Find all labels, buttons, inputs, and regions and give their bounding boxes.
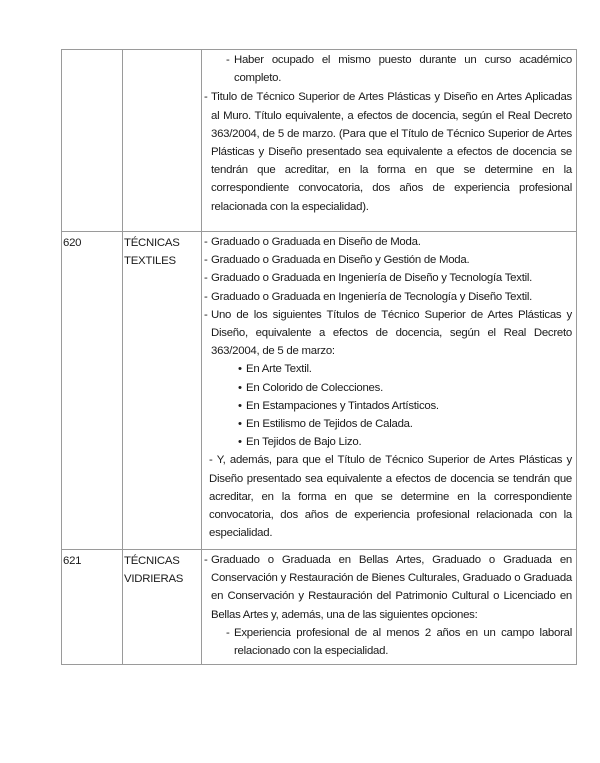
requirement-text: Graduado o Graduada en Ingeniería de Tecnología y Diseño Textil. (211, 290, 533, 303)
requirements-cell (202, 550, 577, 665)
bullet-item (204, 415, 572, 433)
requirement-item (204, 269, 572, 287)
requirement-text: Graduado o Graduada en Bellas Artes, Graduado o Graduada en Conservación y Restauración de Bienes Culturales, Graduado o Graduada en Conservación y Restauración del Patrimonio Cultural o Licenciado en Bellas Artes y, además, una de las siguientes opciones: (211, 554, 572, 621)
requirement-item (204, 551, 572, 624)
bullet-item (204, 433, 572, 451)
dash-marker: - (226, 626, 230, 639)
requirements-cell (202, 50, 577, 232)
specialty-name-cell (123, 550, 202, 665)
specialty-code-cell: 620 (62, 232, 123, 550)
requirement-text: Graduado o Graduada en Ingeniería de Diseño y Tecnología Textil. (211, 272, 533, 285)
specialty-name-line: TEXTILES (124, 255, 176, 268)
requirement-item (204, 306, 572, 361)
specialty-requirements-table (61, 49, 577, 665)
bullet-marker: • (238, 436, 242, 449)
bullet-text: En Tejidos de Bajo Lizo. (246, 436, 362, 449)
bullet-marker: • (238, 363, 242, 376)
requirement-subitem (204, 51, 572, 87)
dash-marker: - (204, 308, 208, 321)
specialty-name-line: TÉCNICAS (124, 555, 180, 567)
bullet-text: En Colorido de Colecciones. (246, 381, 383, 394)
dash-marker: - (204, 290, 208, 303)
bullet-text: En Estampaciones y Tintados Artísticos. (246, 399, 439, 412)
requirement-text: Graduado o Graduada en Diseño de Moda. (211, 236, 421, 248)
requirement-text: Haber ocupado el mismo puesto durante un curso académico completo. (234, 54, 572, 85)
bullet-marker: • (238, 418, 242, 431)
dash-marker: - (204, 91, 208, 104)
dash-marker: - (204, 272, 208, 285)
bullet-item (204, 397, 572, 415)
table-row (62, 50, 577, 232)
table-row (62, 550, 577, 665)
bullet-item (204, 379, 572, 397)
requirements-cell (202, 232, 577, 550)
specialty-code-cell: 621 (62, 550, 123, 665)
dash-marker: - (204, 254, 208, 267)
bullet-marker: • (238, 381, 242, 394)
requirement-text: Graduado o Graduada en Diseño y Gestión de Moda. (211, 254, 470, 267)
requirement-item (204, 88, 572, 215)
requirement-subitem (204, 624, 572, 660)
specialty-name-cell (123, 232, 202, 550)
closing-paragraph: - Y, además, para que el Título de Técnico Superior de Artes Plásticas y Diseño presentado sea equivalente a efectos de docencia se tendrán que acreditar, en la forma en que se determine en la correspondiente convocatoria, dos años de experiencia profesional relacionada con la especialidad. (209, 454, 572, 540)
requirement-item (204, 251, 572, 269)
specialty-name-line: VIDRIERAS (124, 573, 184, 586)
specialty-name-line: TÉCNICAS (124, 237, 180, 249)
dash-marker: - (226, 54, 230, 66)
bullet-text: En Arte Textil. (246, 363, 312, 376)
requirement-item (204, 233, 572, 251)
requirement-item (204, 288, 572, 306)
specialty-code-cell (62, 50, 123, 232)
bullet-marker: • (238, 399, 242, 412)
specialty-name-cell (123, 50, 202, 232)
requirement-text: Experiencia profesional de al menos 2 años en un campo laboral relacionado con la especialidad. (234, 626, 572, 658)
requirement-text: Titulo de Técnico Superior de Artes Plásticas y Diseño en Artes Aplicadas al Muro. Título equivalente, a efectos de docencia, según el Real Decreto 363/2004, de 5 de marzo. (Para que el Título de Técnico Superior de Artes Plásticas y Diseño presentado sea equivalente a efectos de docencia se tendrán que acreditar, en la forma en que se determine en la correspondiente convocatoria, dos años de experiencia profesional relacionada con la especialidad). (211, 91, 572, 213)
requirement-text: Uno de los siguientes Títulos de Técnico Superior de Artes Plásticas y Diseño, equivalente a efectos de docencia, según el Real Decreto 363/2004, de 5 de marzo: (211, 308, 572, 358)
dash-marker: - (204, 236, 208, 248)
dash-marker: - (204, 554, 208, 566)
table-row (62, 232, 577, 550)
bullet-item (204, 360, 572, 378)
bullet-text: En Estilismo de Tejidos de Calada. (246, 418, 413, 431)
